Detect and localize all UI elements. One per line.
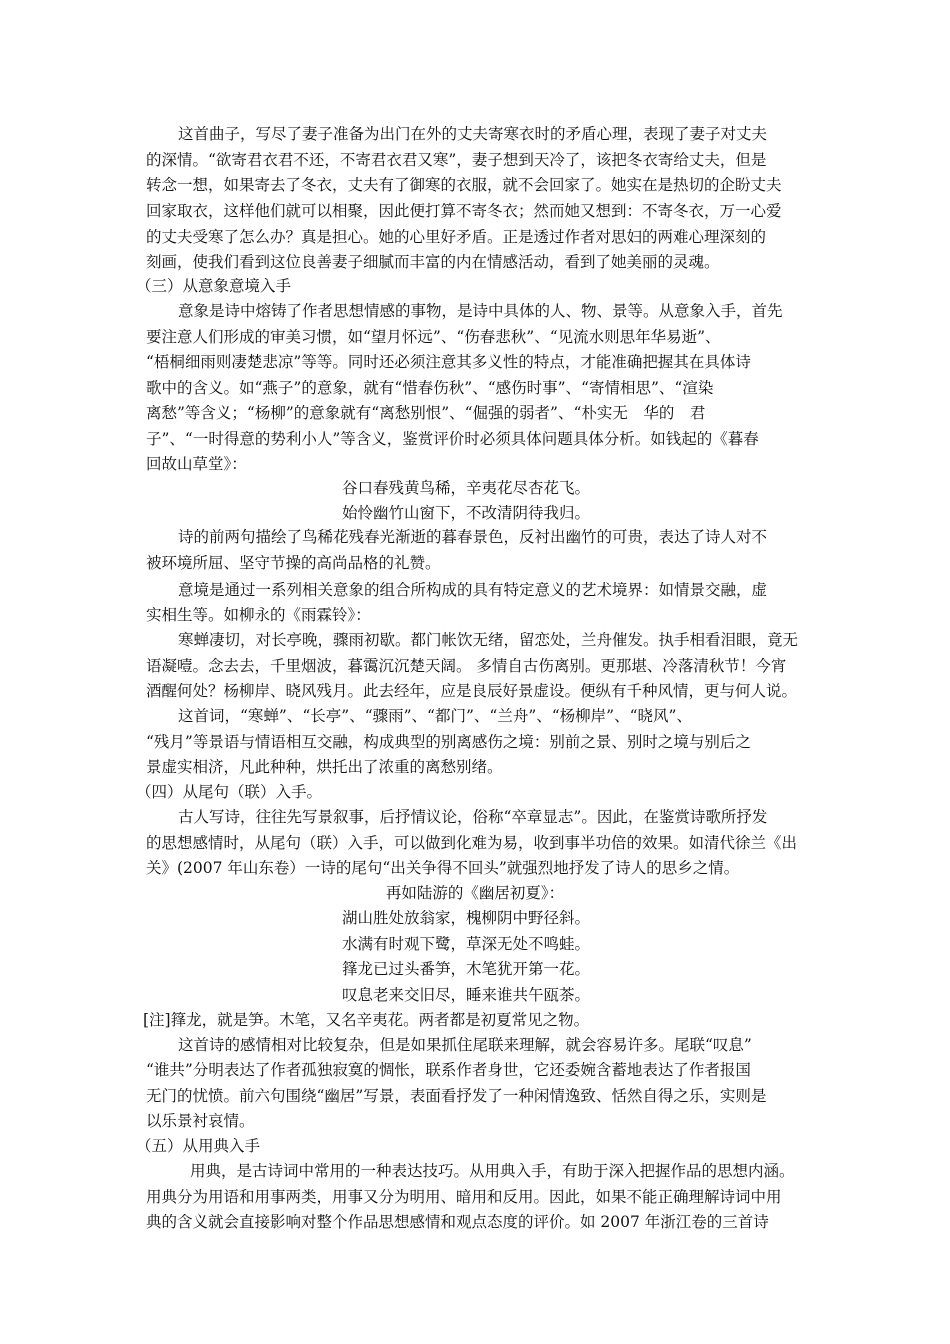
text-line: “梧桐细雨则凄楚悲凉”等等。同时还必须注意其多义性的特点，才能准确把握其在具体诗 [146,353,751,371]
text-line: 的思想感情时，从尾句（联）入手，可以做到化难为易，收到事半功倍的效果。如清代徐兰《出 [146,834,798,852]
text-line: 酒醒何处？杨柳岸、晓风残月。此去经年，应是良辰好景虚设。便纵有千种风情，更与何人说。 [146,682,798,700]
text-line: 古人写诗，往往先写景叙事，后抒情议论，俗称“卒章显志”。因此，在鉴赏诗歌所抒发 [178,808,768,826]
section-heading-3: （三）从意象意境入手 [136,277,292,295]
poem-line: 始怜幽竹山窗下，不改清阴待我归。 [342,504,591,522]
text-line: 无门的忧愤。前六句围绕“幽居”写景，表面看抒发了一种闲情逸致、恬然自得之乐，实则是 [146,1087,767,1105]
text-line: 回家取衣，这样他们就可以相聚，因此便打算不寄冬衣；然而她又想到：不寄冬衣，万一心爱 [146,202,782,220]
text-line: 刻画，使我们看到这位良善妻子细腻而丰富的内在情感活动，看到了她美丽的灵魂。 [146,253,720,271]
text-line: “残月”等景语与情语相互交融，构成典型的别离感伤之境：别前之景、别时之境与别后之 [146,733,751,751]
poem-line: 叹息老来交旧尽，睡来谁共午瓯茶。 [342,986,591,1004]
text-line: “谁共”分明表达了作者孤独寂寞的惆怅，联系作者身世，它还委婉含蓄地表达了作者报国 [146,1061,751,1079]
footnote: [注]箨龙，就是笋。木笔，又名辛夷花。两者都是初夏常见之物。 [143,1011,590,1029]
text-line: 子”、“一时得意的势利小人”等含义，鉴赏评价时必须具体问题具体分析。如钱起的《暮春 [146,430,759,448]
text-line: 实相生等。如柳永的《雨霖铃》： [146,606,371,624]
text-line: 回故山草堂》： [146,455,247,473]
text-line: 意境是通过一系列相关意象的组合所构成的具有特定意义的艺术境界：如情景交融，虚 [178,581,768,599]
text-line: 这首曲子，写尽了妻子准备为出门在外的丈夫寄寒衣时的矛盾心理，表现了妻子对丈夫 [178,125,768,143]
text-line: 景虚实相济，凡此种种，烘托出了浓重的离愁别绪。 [146,758,503,776]
text-line: 歌中的含义。如“燕子”的意象，就有“惜春伤秋”、“感伤时事”、“寄情相思”、“渲染 [146,379,714,397]
text-line: 要注意人们形成的审美习惯，如“望月怀远”、“伤春悲秋”、“见流水则思年华易逝”、 [146,328,721,346]
text-line: 这首词，“寒蝉”、“长亭”、“骤雨”、“都门”、“兰舟”、“杨柳岸”、“晓风”、 [178,707,692,725]
text-line: 的深情。“欲寄君衣君不还，不寄君衣君又寒”，妻子想到天冷了，该把冬衣寄给丈夫，但是 [146,151,767,169]
text-line: 寒蝉凄切，对长亭晚，骤雨初歇。都门帐饮无绪，留恋处，兰舟催发。执手相看泪眼，竟无 [178,631,799,649]
text-line: 的丈夫受寒了怎么办？真是担心。她的心里好矛盾。正是透过作者对思妇的两难心理深刻的 [146,228,767,246]
text-line: 典的含义就会直接影响对整个作品思想感情和观点态度的评价。如 2007 年浙江卷的三首诗 [146,1213,769,1231]
section-heading-4: （四）从尾句（联）入手。 [136,783,323,801]
text-line: 诗的前两句描绘了鸟稀花残春光渐逝的暮春景色，反衬出幽竹的可贵，表达了诗人对不 [178,528,768,546]
text-line: 关》(2007 年山东卷）一诗的尾句“出关争得不回头”就强烈地抒发了诗人的思乡之情。 [146,859,740,877]
text-line: 被环境所屈、坚守节操的高尚品格的礼赞。 [146,554,441,572]
poem-intro: 再如陆游的《幽居初夏》： [385,884,565,902]
section-heading-5: （五）从用典入手 [136,1137,261,1155]
poem-line: 箨龙已过头番笋，木笔犹开第一花。 [342,960,591,978]
text-line: 用典分为用语和用事两类，用事又分为明用、暗用和反用。因此，如果不能正确理解诗词中用 [146,1188,782,1206]
poem-line: 水满有时观下鹭，草深无处不鸣蛙。 [342,935,591,953]
text-line: 用典，是古诗词中常用的一种表达技巧。从用典入手，有助于深入把握作品的思想内涵。 [190,1162,795,1180]
text-line: 意象是诗中熔铸了作者思想情感的事物，是诗中具体的人、物、景等。从意象入手，首先 [178,302,783,320]
text-line: 语凝噎。念去去，千里烟波，暮霭沉沉楚天阔。 多情自古伤离别。更那堪、冷落清秋节！今宵 [146,657,787,675]
text-line: 这首诗的感情相对比较复杂，但是如果抓住尾联来理解，就会容易许多。尾联“叹息” [178,1036,752,1054]
poem-line: 湖山胜处放翁家，槐柳阴中野径斜。 [342,909,591,927]
text-line: 转念一想，如果寄去了冬衣，丈夫有了御寒的衣服，就不会回家了。她实在是热切的企盼丈夫 [146,176,782,194]
text-line: 离愁”等含义；“杨柳”的意象就有“离愁别恨”、“倔强的弱者”、“朴实无 华的 君 [146,404,706,422]
poem-line: 谷口春残黄鸟稀，辛夷花尽杏花飞。 [342,479,591,497]
text-line: 以乐景衬哀情。 [146,1112,255,1130]
